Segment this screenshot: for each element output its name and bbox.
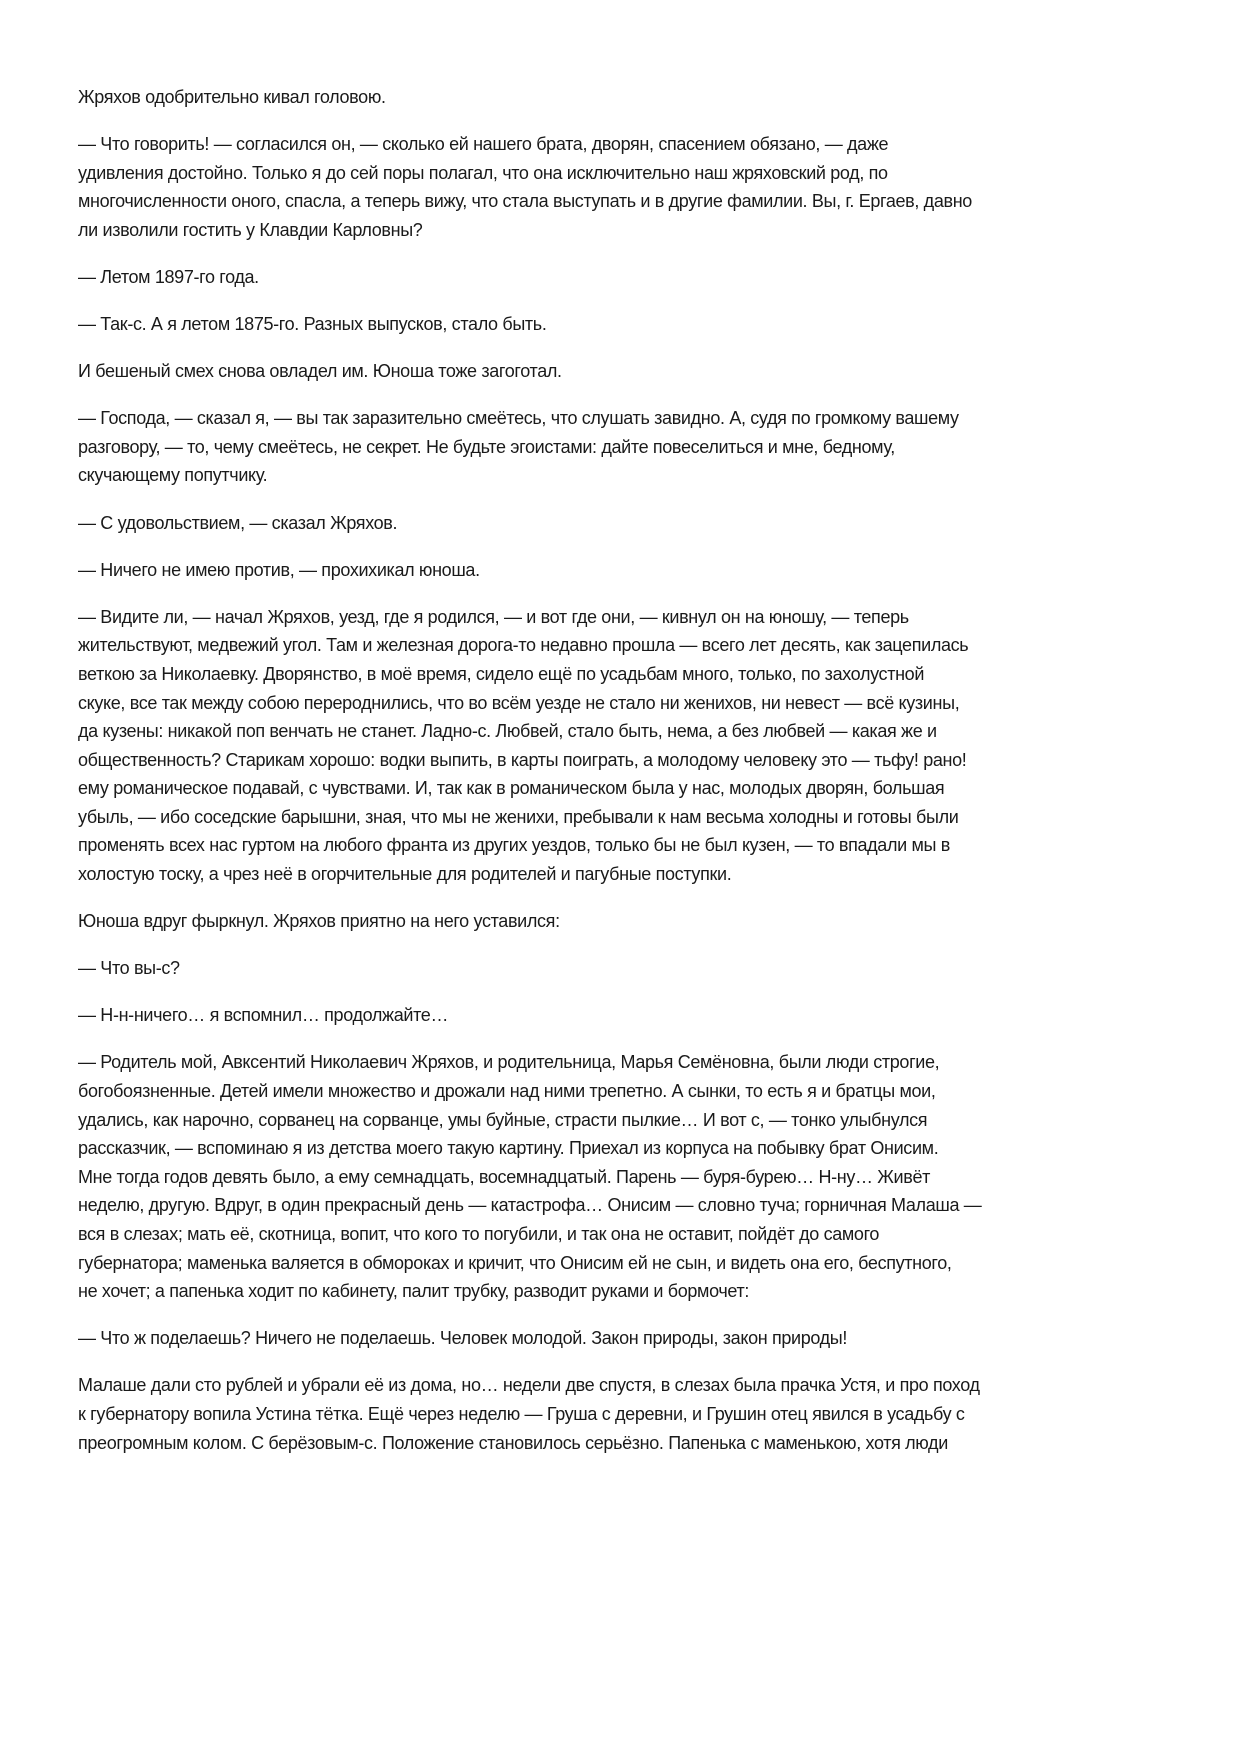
paragraph <box>78 603 1178 889</box>
text-line: — С удовольствием, — сказал Жряхов. <box>78 512 398 533</box>
paragraph <box>78 954 1178 983</box>
text-line: неделю, другую. Вдруг, в один прекрасный день — катастрофа… Онисим — словно туча; горничная Малаша — <box>78 1195 982 1216</box>
text-line: убыль, — ибо соседские барышни, зная, что мы не женихи, пребывали к нам весьма холодны и готовы были <box>78 806 959 827</box>
text-line: — Видите ли, — начал Жряхов, уезд, где я родился, — и вот где они, — кивнул он на юношу, — теперь <box>78 606 909 627</box>
text-line: ему романическое подавай, с чувствами. И, так как в романическом была у нас, молодых дворян, большая <box>78 778 945 799</box>
text-line: Жряхов одобрительно кивал головою. <box>78 87 386 107</box>
text-line: — Что вы-с? <box>78 958 180 979</box>
text-line: веткою за Николаевку. Дворянство, в моё время, сидело ещё по усадьбам много, только, по захолустной <box>78 663 925 684</box>
text-line: Юноша вдруг фыркнул. Жряхов приятно на него уставился: <box>78 911 560 932</box>
text-line: к губернатору вопила Устина тётка. Ещё через неделю — Груша с деревни, и Грушин отец явился в усадьбу с <box>78 1403 965 1424</box>
text-line: — Что ж поделаешь? Ничего не поделаешь. Человек молодой. Закон природы, закон природы! <box>78 1328 848 1349</box>
text-line: променять всех нас гуртом на любого франта из других уездов, только бы не был кузен, — то впадали мы в <box>78 835 950 856</box>
text-line: многочисленности оного, спасла, а теперь вижу, что стала выступать и в другие фамилии. Вы, г. Ергаев, давно <box>78 191 972 212</box>
text-line: преогромным колом. С берёзовым-с. Положение становилось серьёзно. Папенька с маменькою, хотя люди <box>78 1432 948 1453</box>
paragraph <box>78 130 1178 244</box>
paragraph <box>78 263 1178 292</box>
text-line: — Так-с. А я летом 1875-го. Разных выпусков, стало быть. <box>78 314 547 335</box>
text-line: холостую тоску, а чрез неё в огорчительные для родителей и пагубные поступки. <box>78 864 732 885</box>
text-line: Малаше дали сто рублей и убрали её из дома, но… недели две спустя, в слезах была прачка Устя, и про поход <box>78 1375 980 1396</box>
text-line: богобоязненные. Детей имели множество и дрожали над ними трепетно. А сынки, то есть я и братцы мои, <box>78 1081 936 1102</box>
text-line: — Что говорить! — согласился он, — сколько ей нашего брата, дворян, спасением обязано, — даже <box>78 134 889 155</box>
text-line: — Господа, — сказал я, — вы так заразительно смеётесь, что слушать завидно. А, судя по громкому вашему <box>78 408 959 429</box>
paragraph <box>78 83 1178 112</box>
paragraph <box>78 404 1178 490</box>
text-line: Мне тогда годов девять было, а ему семнадцать, восемнадцатый. Парень — буря-бурею… Н-ну… Живёт <box>78 1166 931 1187</box>
text-line: скуке, все так между собою перероднились, что во всём уезде не стало ни женихов, ни невест — всё кузины, <box>78 692 960 713</box>
text-line: скучающему попутчику. <box>78 465 268 486</box>
paragraph <box>78 1371 1178 1457</box>
text-line: рассказчик, — вспоминаю я из детства моего такую картину. Приехал из корпуса на побывку брат Онисим. <box>78 1138 939 1159</box>
paragraph <box>78 1324 1178 1353</box>
paragraph <box>78 1001 1178 1030</box>
paragraph <box>78 1048 1178 1305</box>
text-line: — Н-н-ничего… я вспомнил… продолжайте… <box>78 1005 449 1026</box>
text-line: И бешеный смех снова овладел им. Юноша тоже загоготал. <box>78 361 562 382</box>
text-line: разговору, — то, чему смеётесь, не секрет. Не будьте эгоистами: дайте повеселиться и мне, бедному, <box>78 436 895 457</box>
text-line: ли изволили гостить у Клавдии Карловны? <box>78 219 423 240</box>
paragraph <box>78 509 1178 538</box>
text-line: удались, как нарочно, сорванец на сорванце, умы буйные, страсти пылкие… И вот с, — тонко улыбнулся <box>78 1109 928 1130</box>
text-line: — Ничего не имею против, — прохихикал юноша. <box>78 559 480 580</box>
paragraph <box>78 310 1178 339</box>
text-line: вся в слезах; мать её, скотница, вопит, что кого то погубили, и так она не оставит, пойдёт до самого <box>78 1224 880 1244</box>
text-line: удивления достойно. Только я до сей поры полагал, что она исключительно наш жряховский род, по <box>78 162 888 183</box>
text-line: — Летом 1897-го года. <box>78 266 259 287</box>
paragraph <box>78 357 1178 386</box>
text-line: губернатора; маменька валяется в обмороках и кричит, что Онисим ей не сын, и видеть она его, беспутного, <box>78 1252 952 1273</box>
text-line: общественность? Старикам хорошо: водки выпить, в карты поиграть, а молодому человеку это — тьфу! рано! <box>78 749 967 770</box>
text-line: жительствуют, медвежий угол. Там и железная дорога-то недавно прошла — всего лет десять, как зацепилась <box>78 635 969 656</box>
text-line: да кузены: никакой поп венчать не станет. Ладно-с. Любвей, стало быть, нема, а без любвей — какая же и <box>78 721 937 742</box>
document-page <box>78 83 1178 1476</box>
paragraph <box>78 907 1178 936</box>
text-line: не хочет; а папенька ходит по кабинету, палит трубку, разводит руками и бормочет: <box>78 1281 749 1302</box>
paragraph <box>78 556 1178 585</box>
text-line: — Родитель мой, Авксентий Николаевич Жряхов, и родительница, Марья Семёновна, были люди строгие, <box>78 1052 940 1073</box>
